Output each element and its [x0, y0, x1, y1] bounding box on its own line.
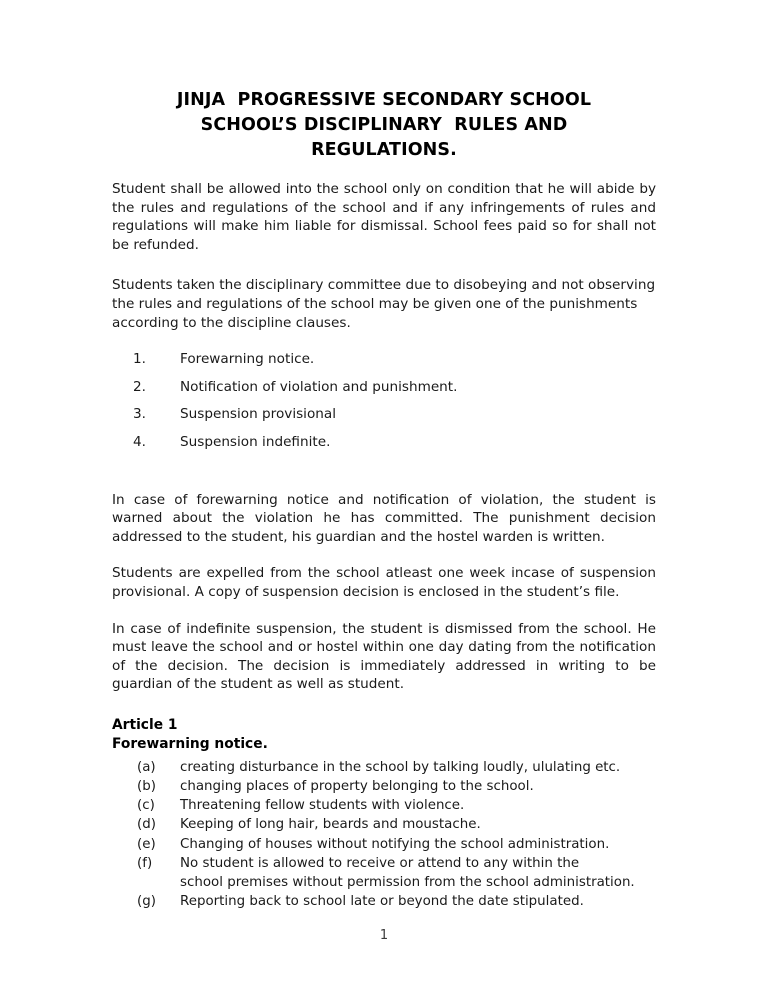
title-line-3: REGULATIONS.	[311, 140, 457, 160]
list-marker: 1.	[133, 351, 146, 368]
list-marker: (f)	[137, 855, 153, 871]
spacer	[112, 546, 656, 564]
list-marker: (d)	[137, 817, 156, 833]
article-subtitle-heading: Forewarning notice.	[112, 735, 268, 752]
list-marker: (a)	[137, 759, 156, 775]
spacer	[112, 602, 656, 620]
article-number-heading: Article 1	[112, 716, 178, 733]
spacer	[112, 332, 656, 350]
document-title	[112, 88, 656, 163]
list-marker: 3.	[133, 406, 146, 423]
list-marker: (b)	[137, 779, 156, 795]
title-line-1: JINJA PROGRESSIVE SECONDARY SCHOOL	[176, 90, 592, 110]
list-item	[112, 777, 656, 796]
paragraph-indefinite-suspension: In case of indefinite suspension, the student is dismissed from the school. He must leave the school and or hostel within one day dating from the notification of the decision. The decision is immediately addressed in writing to be guardian of the student as well as student.	[112, 620, 656, 693]
list-marker: 4.	[133, 433, 146, 450]
list-item-label: changing places of property belonging to the school.	[180, 779, 534, 795]
list-marker: (e)	[137, 836, 156, 852]
list-item-label-line-2: school premises without permission from the school administration.	[180, 875, 635, 891]
title-line-2: SCHOOL’S DISCIPLINARY RULES AND	[200, 115, 568, 135]
list-item	[112, 405, 656, 424]
list-item-label: Changing of houses without notifying the school administration.	[180, 836, 610, 852]
list-item-label: creating disturbance in the school by talking loudly, ululating etc.	[180, 759, 621, 775]
list-item-label: Reporting back to school late or beyond the date stipulated.	[180, 894, 584, 910]
spacer	[112, 254, 656, 276]
list-item	[112, 892, 656, 911]
list-item-label: Threatening fellow students with violence.	[180, 798, 465, 814]
list-item-label-line-1: No student is allowed to receive or attend to any within the	[180, 855, 580, 871]
page-number: 1	[379, 928, 389, 943]
spacer	[112, 461, 656, 491]
punishment-list	[112, 350, 656, 451]
list-item	[112, 835, 656, 854]
list-item	[112, 796, 656, 815]
list-item	[112, 378, 656, 397]
document-body	[112, 180, 656, 912]
list-marker: (c)	[137, 798, 155, 814]
list-item-label: Keeping of long hair, beards and moustache.	[180, 817, 481, 833]
offence-list	[112, 758, 656, 912]
list-item	[112, 815, 656, 834]
list-item	[112, 433, 656, 452]
list-item-label: Suspension indefinite.	[180, 433, 331, 450]
list-item-label: Forewarning notice.	[180, 351, 315, 368]
paragraph-suspension-provisional: Students are expelled from the school atleast one week incase of suspension provisional. A copy of suspension decision is enclosed in the student’s file.	[112, 565, 656, 600]
list-item	[112, 854, 656, 892]
list-item-label: Notification of violation and punishment.	[180, 378, 458, 395]
paragraph-disciplinary-committee: Students taken the disciplinary committee due to disobeying and not observing the rules and regulations of the school may be given one of the punishments according to the discipline clauses.	[112, 277, 656, 331]
paragraph-admission-conditions: Student shall be allowed into the school only on condition that he will abide by the rules and regulations of the school and if any infringements of rules and regulations will make him liable for dismissal. School fees paid so for shall not be refunded.	[112, 181, 656, 253]
paragraph-forewarning-notification: In case of forewarning notice and notification of violation, the student is warned about the violation he has committed. The punishment decision addressed to the student, his guardian and the hostel warden is written.	[112, 491, 656, 545]
spacer	[112, 694, 656, 716]
list-item-label: Suspension provisional	[180, 406, 337, 423]
list-marker: (g)	[137, 894, 156, 910]
list-item-label	[180, 854, 656, 892]
list-item	[112, 758, 656, 777]
list-item	[112, 350, 656, 369]
list-marker: 2.	[133, 378, 146, 395]
